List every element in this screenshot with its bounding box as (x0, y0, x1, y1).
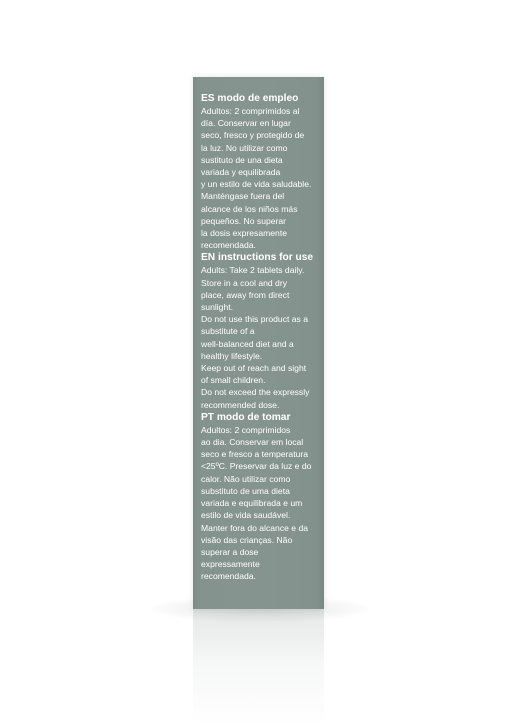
instruction-line: día. Conservar en lugar (201, 118, 291, 129)
instruction-line: estilo de vida saudável. (201, 510, 291, 521)
instruction-line: la dosis expresamente (201, 228, 287, 239)
instructions-panel (201, 92, 321, 583)
instruction-line: healthy lifestyle. (201, 350, 263, 361)
instruction-line: seco e fresco a temperatura (201, 449, 308, 460)
instruction-line: ao dia. Conservar em local (201, 437, 304, 448)
instruction-line: Do not exceed the expressly (201, 387, 310, 398)
instruction-line: Keep out of reach and sight (201, 363, 307, 374)
instruction-line: la luz. No utilizar como (201, 142, 288, 153)
instruction-line: place, away from direct (201, 289, 290, 300)
instruction-line: variada y equilibrada (201, 167, 281, 178)
instruction-line: sustituto de una dieta (201, 154, 283, 165)
instruction-line: calor. Não utilizar como (201, 473, 291, 484)
instruction-line: recomendada. (201, 240, 256, 251)
instruction-line: substitute of a (201, 326, 255, 337)
instruction-line: well-balanced diet and a (201, 338, 294, 349)
instruction-line: Manter fora do alcance e da (201, 522, 309, 533)
section-title-es: ES modo de empleo (201, 93, 299, 104)
instruction-line: sunlight. (201, 302, 234, 313)
instruction-line: variada e equilibrada e um (201, 498, 303, 509)
instruction-line: substituto de uma dieta (201, 485, 290, 496)
section-en (201, 251, 321, 410)
section-title-pt: PT modo de tomar (201, 411, 291, 423)
instruction-line: pequeños. No superar (201, 215, 287, 226)
instruction-line: alcance de los niños más (201, 203, 298, 214)
instruction-line: <25ºC. Preservar da luz e do (201, 461, 312, 472)
instruction-line: recommended dose. (201, 399, 280, 410)
instruction-line: expressamente (201, 559, 260, 570)
instruction-line: y un estilo de vida saludable. (201, 179, 312, 190)
instruction-line: seco, fresco y protegido de (201, 130, 305, 141)
instruction-line: superar a dose (201, 546, 259, 557)
instruction-line: of small children. (201, 375, 266, 386)
section-title-en: EN instructions for use (201, 252, 314, 264)
instruction-line: Manténgase fuera del (201, 191, 285, 202)
instruction-line: visão das crianças. Não (201, 534, 293, 545)
instruction-line: Adults: Take 2 tablets daily. (201, 265, 305, 276)
instruction-line: Store in a cool and dry (201, 277, 287, 288)
instruction-line: recomendada. (201, 571, 256, 582)
instruction-line: Adultos: 2 comprimidos (201, 424, 291, 435)
box-reflection (193, 609, 324, 725)
instruction-line: Do not use this product as a (201, 314, 309, 325)
instruction-line: Adultos: 2 comprimidos al (201, 106, 300, 116)
section-pt (201, 411, 321, 583)
section-es (201, 92, 321, 251)
